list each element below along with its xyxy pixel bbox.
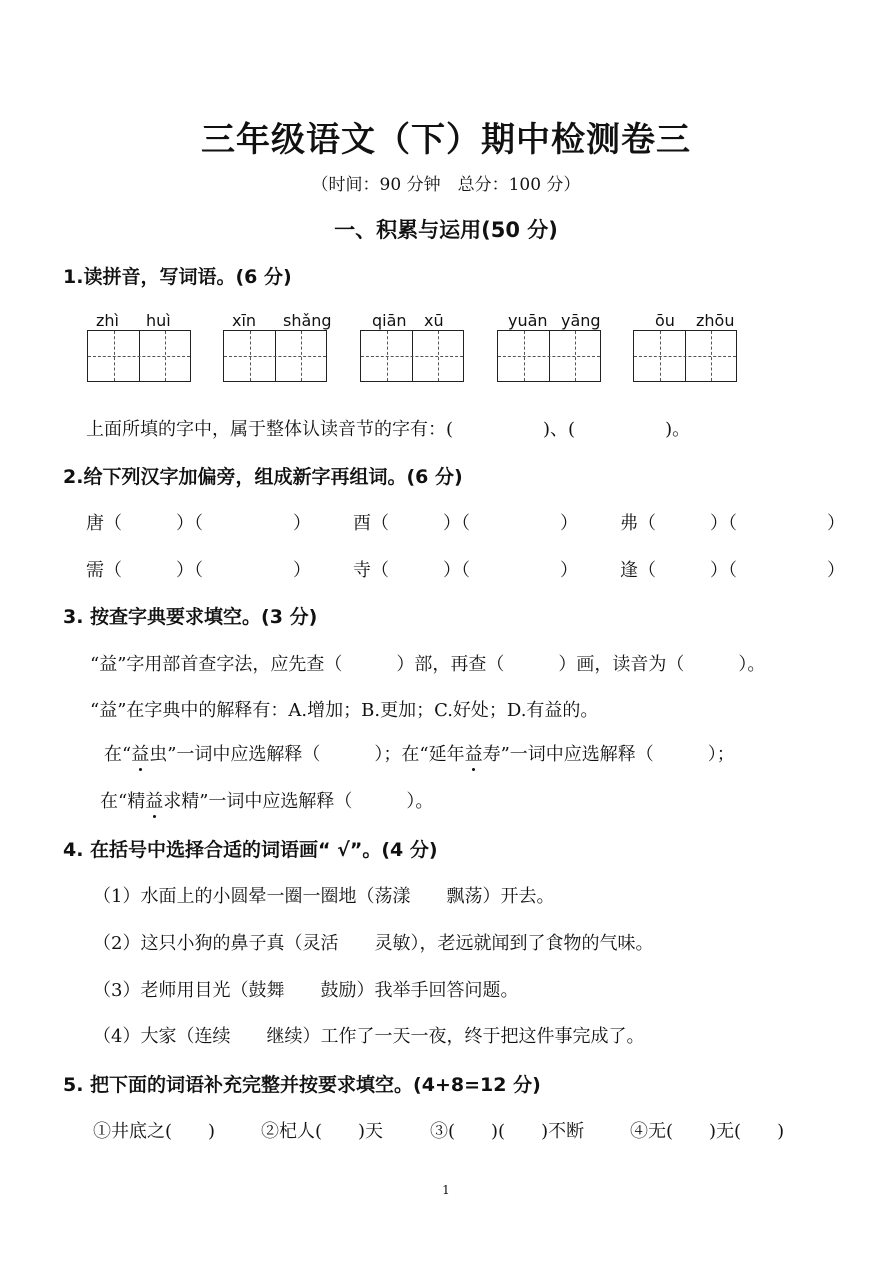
writing-grid-2[interactable] — [223, 330, 327, 382]
pinyin-3b: xū — [424, 311, 444, 330]
pinyin-5b: zhōu — [696, 311, 735, 330]
choice-item: （1）水面上的小圆晕一圈一圈地（荡漾 飘荡）开去。 — [93, 886, 555, 907]
question-3-line-4: 在“精益求精”一词中应选解释（ ）。 — [100, 791, 434, 812]
pinyin-2a: xīn — [232, 311, 257, 330]
pinyin-3a: qiān — [372, 311, 407, 330]
choice-item: （2）这只小狗的鼻子真（灵活 灵敏），老远就闻到了食物的气味。 — [93, 933, 654, 954]
question-1-note: 上面所填的字中，属于整体认读音节的字有：( )、( )。 — [86, 419, 691, 440]
page-title: 三年级语文（下）期中检测卷三 — [201, 120, 691, 160]
question-3-line-2: “益”在字典中的解释有：A.增加；B.更加；C.好处；D.有益的。 — [90, 700, 599, 721]
char-item: 需（ ）（ ） — [86, 560, 311, 581]
base-char: 逢 — [620, 560, 638, 581]
char-item: 寺（ ）（ ） — [353, 560, 578, 581]
writing-grid-5[interactable] — [633, 330, 737, 382]
base-char: 弗 — [620, 513, 638, 534]
writing-grid-1[interactable] — [87, 330, 191, 382]
question-2-heading: 2.给下列汉字加偏旁，组成新字再组词。(6 分) — [63, 466, 463, 488]
char-item: 唐（ ）（ ） — [86, 513, 311, 534]
section-heading: 一、积累与运用(50 分) — [334, 218, 558, 242]
idiom-item: ①井底之( ) — [93, 1121, 216, 1142]
exam-info: （时间：90 分钟 总分：100 分） — [311, 175, 581, 195]
base-char: 寺 — [353, 560, 371, 581]
question-3-line-3: 在“益虫”一词中应选解释（ ）；在“延年益寿”一词中应选解释（ ）； — [104, 744, 735, 765]
choice-item: （3）老师用目光（鼓舞 鼓励）我举手回答问题。 — [93, 980, 519, 1001]
emphasis-char: 益 — [131, 744, 150, 765]
idiom-item: ②杞人( )天 — [261, 1121, 384, 1142]
question-3-heading: 3. 按查字典要求填空。(3 分) — [63, 606, 318, 628]
base-char: 唐 — [86, 513, 104, 534]
question-5-heading: 5. 把下面的词语补充完整并按要求填空。(4+8=12 分) — [63, 1074, 541, 1096]
page-number: 1 — [442, 1183, 450, 1197]
char-item: 酉（ ）（ ） — [353, 513, 578, 534]
idiom-item: ③( )( )不断 — [430, 1121, 585, 1142]
base-char: 需 — [86, 560, 104, 581]
question-1-heading: 1.读拼音，写词语。(6 分) — [63, 266, 292, 288]
question-4-heading: 4. 在括号中选择合适的词语画“ √”。(4 分) — [63, 839, 438, 861]
pinyin-2b: shǎng — [283, 311, 332, 330]
pinyin-4b: yāng — [561, 311, 601, 330]
pinyin-1b: huì — [146, 311, 171, 330]
choice-item: （4）大家（连续 继续）工作了一天一夜，终于把这件事完成了。 — [93, 1026, 645, 1047]
base-char: 酉 — [353, 513, 371, 534]
emphasis-char: 益 — [464, 744, 483, 765]
char-item: 逢（ ）（ ） — [620, 560, 845, 581]
pinyin-5a: ōu — [655, 311, 675, 330]
question-3-line-1: “益”字用部首查字法，应先查（ ）部，再查（ ）画，读音为（ ）。 — [90, 654, 766, 675]
writing-grid-4[interactable] — [497, 330, 601, 382]
emphasis-char: 益 — [145, 791, 164, 812]
char-item: 弗（ ）（ ） — [620, 513, 845, 534]
idiom-item: ④无( )无( ) — [630, 1121, 785, 1142]
writing-grid-3[interactable] — [360, 330, 464, 382]
pinyin-4a: yuān — [508, 311, 548, 330]
pinyin-1a: zhì — [96, 311, 119, 330]
